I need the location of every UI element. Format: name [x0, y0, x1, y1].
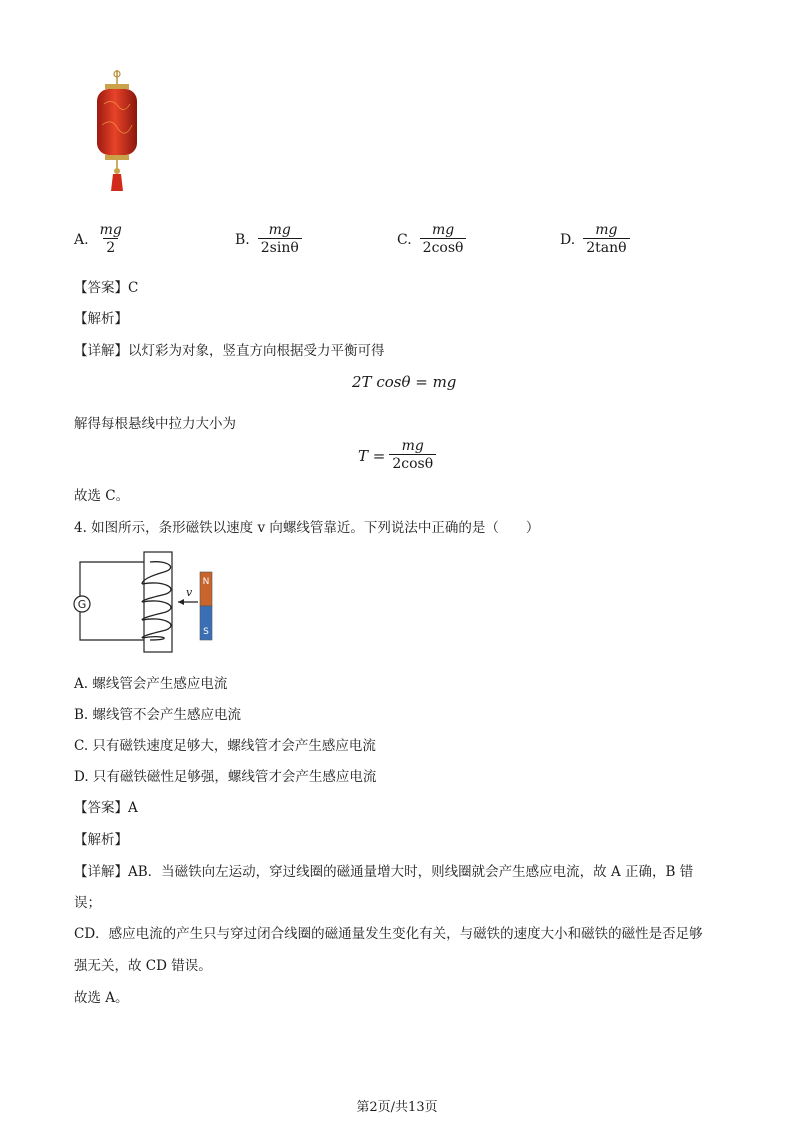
q3-option-c-fraction: $\frac{mg}{2\cos\theta}$: [420, 222, 467, 257]
q4-option-d: D. 只有磁铁磁性足够强，螺线管才会产生感应电流: [74, 769, 377, 785]
q3-option-a-fraction: $\frac{mg}{2}$: [99, 222, 122, 256]
q4-question: 4. 如图所示，条形磁铁以速度 v 向螺线管靠近。下列说法中正确的是（ ）: [74, 520, 540, 536]
q4-analysis-tag: 【解析】: [74, 832, 128, 848]
q3-equation-2-fraction: $\frac{mg}{2\cos\theta}$: [389, 438, 436, 473]
q4-answer: 【答案】A: [74, 800, 138, 816]
page-footer: 第2页/共13页: [356, 1100, 438, 1115]
q4-detail-line-3: CD．感应电流的产生只与穿过闭合线圈的磁通量发生变化有关，与磁铁的速度大小和磁铁的磁性是否足够: [74, 926, 703, 942]
q3-option-a: A. $\frac{mg}{2}$: [74, 222, 125, 257]
galvanometer-label: G: [77, 598, 87, 611]
solenoid-figure: [72, 550, 232, 654]
q4-conclusion: 故选 A。: [74, 990, 129, 1006]
q4-detail-line-2: 误；: [74, 895, 101, 911]
q3-answer: 【答案】C: [74, 280, 139, 296]
q4-detail-line-1: 【详解】AB．当磁铁向左运动，穿过线圈的磁通量增大时，则线圈就会产生感应电流，故 A 正确，B 错: [74, 864, 694, 880]
q3-option-d-fraction: $\frac{mg}{2\tan\theta}$: [583, 222, 629, 257]
circuit-wire: [77, 562, 150, 640]
q3-option-d: D. $\frac{mg}{2\tan\theta}$: [560, 222, 630, 257]
velocity-label: v: [186, 586, 193, 599]
magnet-north-label: N: [202, 577, 210, 587]
q4-option-a: A. 螺线管会产生感应电流: [74, 676, 228, 692]
q3-analysis-tag: 【解析】: [74, 311, 128, 327]
lantern-illustration: [92, 70, 142, 194]
q3-solve-text: 解得每根悬线中拉力大小为: [74, 416, 236, 432]
q3-conclusion: 故选 C。: [74, 488, 130, 504]
q3-option-b: B. $\frac{mg}{2\sin\theta}$: [235, 222, 302, 257]
q3-equation-1: 2T cosθ = mg: [352, 373, 457, 391]
velocity-arrowhead: [178, 599, 184, 605]
q4-option-b: B. 螺线管不会产生感应电流: [74, 707, 242, 723]
q4-detail-line-4: 强无关，故 CD 错误。: [74, 958, 212, 974]
q3-equation-2: T = $\frac{mg}{2\cos\theta}$: [358, 438, 436, 473]
q4-option-c: C. 只有磁铁速度足够大，螺线管才会产生感应电流: [74, 738, 376, 754]
q3-option-b-fraction: $\frac{mg}{2\sin\theta}$: [258, 222, 302, 257]
magnet-south-label: S: [203, 627, 209, 637]
q3-detail: 【详解】以灯彩为对象，竖直方向根据受力平衡可得: [74, 343, 385, 359]
q3-option-c: C. $\frac{mg}{2\cos\theta}$: [397, 222, 466, 257]
